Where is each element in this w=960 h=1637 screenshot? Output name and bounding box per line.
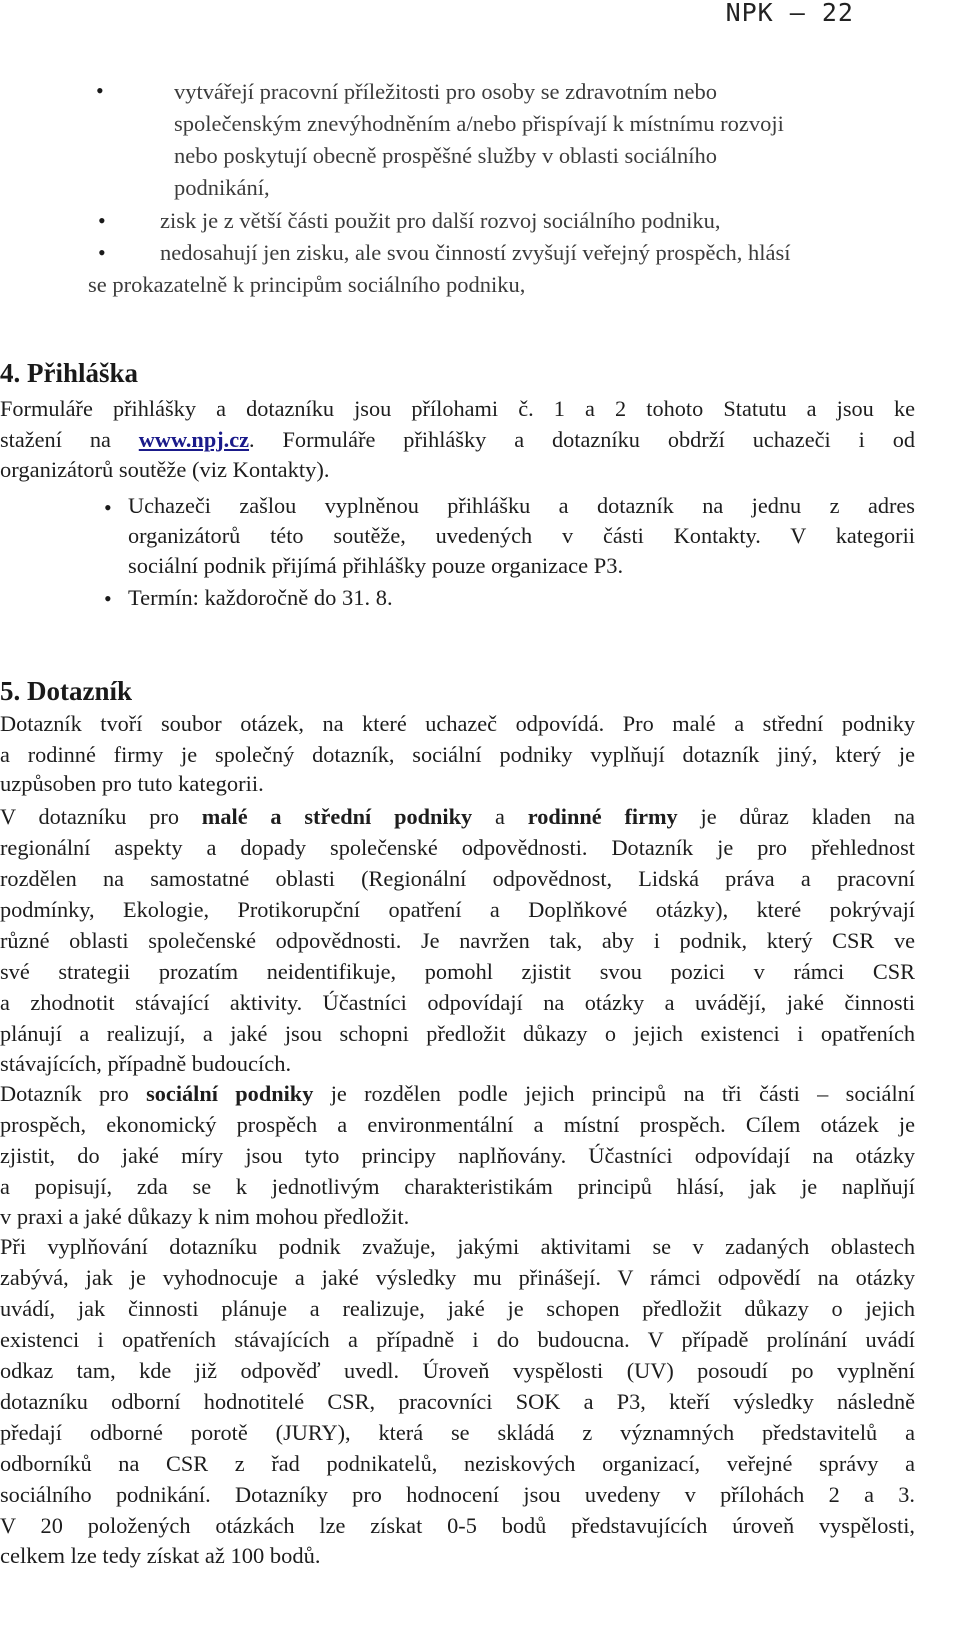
paragraph-line: uvádí, jak činnosti plánuje a realizuje, jaké je schopen předložit důkazy o jejich bbox=[0, 1296, 915, 1321]
paragraph-line: zjistit, do jaké míry jsou tyto principy naplňovány. Účastníci odpovídají na otázky bbox=[0, 1143, 915, 1168]
bullet-icon: • bbox=[98, 208, 106, 233]
paragraph-line: podmínky, Ekologie, Protikorupční opatření a Doplňkové otázky), které pokrývají bbox=[0, 897, 915, 922]
bullet-text: Uchazeči zašlou vyplněnou přihlášku a dotazník na jednu z adres bbox=[128, 493, 915, 518]
bullet-text: organizátorů této soutěže, uvedených v části Kontakty. V kategorii bbox=[128, 523, 915, 548]
text: Dotazník pro bbox=[0, 1081, 147, 1106]
paragraph-line: existenci i opatřeních stávajících a případně i do budoucna. V případě prolínání uvádí bbox=[0, 1327, 915, 1352]
paragraph-line: V 20 položených otázkách lze získat 0-5 bodů představujících úroveň vyspělosti, bbox=[0, 1513, 915, 1538]
section-heading-prihlaska: 4. Přihláška bbox=[0, 358, 139, 388]
text: stažení na bbox=[0, 427, 139, 452]
paragraph-line bbox=[0, 425, 915, 455]
paragraph-line: dotazníku odborní hodnotitelé CSR, pracovníci SOK a P3, kteří výsledky následně bbox=[0, 1389, 915, 1414]
paragraph-line: odkaz tam, kde již odpověď uvedl. Úroveň vyspělosti (UV) posoudí po vyplnění bbox=[0, 1358, 915, 1383]
paragraph-line: Dotazník tvoří soubor otázek, na které uchazeč odpovídá. Pro malé a střední podniky bbox=[0, 711, 915, 736]
bold-text: malé a střední podniky bbox=[201, 804, 473, 829]
paragraph-line: plánují a realizují, a jaké jsou schopni předložit důkazy o jejich existenci i opatřeních bbox=[0, 1021, 915, 1046]
paragraph-line: celkem lze tedy získat až 100 bodů. bbox=[0, 1543, 321, 1568]
paragraph-line: předají odborné porotě (JURY), která se skládá z významných představitelů a bbox=[0, 1420, 915, 1445]
paragraph-line: různé oblasti společenské odpovědnosti. Je navržen tak, aby i podnik, který CSR ve bbox=[0, 928, 915, 953]
npj-link[interactable]: www.npj.cz bbox=[138, 427, 250, 452]
paragraph-line: Při vyplňování dotazníku podnik zvažuje, jakými aktivitami se v zadaných oblastech bbox=[0, 1234, 915, 1259]
paragraph-line: uzpůsoben pro tuto kategorii. bbox=[0, 771, 264, 796]
paragraph-line: v praxi a jaké důkazy k nim mohou předložit. bbox=[0, 1204, 410, 1229]
bullet-icon: • bbox=[104, 586, 112, 611]
bold-text: sociální podniky bbox=[146, 1081, 314, 1106]
text: je rozdělen podle jejich principů na tři části – sociální bbox=[313, 1081, 915, 1106]
text: V dotazníku pro bbox=[0, 804, 202, 829]
bold-text: rodinné firmy bbox=[527, 804, 678, 829]
paragraph-line: a rodinné firmy je společný dotazník, sociální podniky vyplňují dotazník jiný, který je bbox=[0, 742, 915, 767]
paragraph-line: organizátorů soutěže (viz Kontakty). bbox=[0, 457, 330, 482]
bullet-icon: • bbox=[104, 495, 112, 520]
bullet-text: Termín: každoročně do 31. 8. bbox=[128, 585, 393, 610]
bullet-text: nedosahují jen zisku, ale svou činností zvyšují veřejný prospěch, hlásí bbox=[160, 240, 791, 265]
bullet-text: se prokazatelně k principům sociálního podniku, bbox=[88, 272, 526, 297]
paragraph-line: zabývá, jak je vyhodnocuje a jaké výsledky mu přinášejí. V rámci odpovědí na otázky bbox=[0, 1265, 915, 1290]
bullet-icon: • bbox=[98, 240, 106, 265]
paragraph-line: stávajících, případně budoucích. bbox=[0, 1051, 292, 1076]
paragraph-line: odborníků na CSR z řad podnikatelů, neziskových organizací, veřejné správy a bbox=[0, 1451, 915, 1476]
paragraph-line: a popisují, zda se k jednotlivým charakteristikám principů hlásí, jak je naplňují bbox=[0, 1174, 915, 1199]
paragraph-line bbox=[0, 802, 915, 832]
page-header-code: NPK – 22 bbox=[725, 0, 854, 27]
paragraph-line: své strategii prozatím neidentifikuje, pomohl zjistit svou pozici v rámci CSR bbox=[0, 959, 915, 984]
bullet-text: vytvářejí pracovní příležitosti pro osoby se zdravotním nebo bbox=[174, 79, 717, 104]
paragraph-line: regionální aspekty a dopady společenské odpovědnosti. Dotazník je pro přehlednost bbox=[0, 835, 915, 860]
bullet-text: podnikání, bbox=[174, 175, 270, 200]
paragraph-line: prospěch, ekonomický prospěch a environmentální a místní prospěch. Cílem otázek je bbox=[0, 1112, 915, 1137]
bullet-text: sociální podnik přijímá přihlášky pouze organizace P3. bbox=[128, 553, 624, 578]
bullet-text: zisk je z větší části použit pro další rozvoj sociálního podniku, bbox=[160, 208, 721, 233]
bullet-icon: • bbox=[96, 78, 104, 103]
bullet-text: společenským znevýhodněním a/nebo přispívají k místnímu rozvoji bbox=[174, 111, 784, 136]
text: a bbox=[472, 804, 528, 829]
paragraph-line bbox=[0, 1079, 915, 1109]
section-heading-dotaznik: 5. Dotazník bbox=[0, 676, 133, 706]
bullet-text: nebo poskytují obecně prospěšné služby v oblasti sociálního bbox=[174, 143, 718, 168]
text: . Formuláře přihlášky a dotazníku obdrží uchazeči i od bbox=[249, 427, 915, 452]
paragraph-line: a zhodnotit stávající aktivity. Účastníci odpovídají na otázky a uvádějí, jaké činnosti bbox=[0, 990, 915, 1015]
paragraph-line: rozdělen na samostatné oblasti (Regionální odpovědnost, Lidská práva a pracovní bbox=[0, 866, 915, 891]
paragraph-line: Formuláře přihlášky a dotazníku jsou přílohami č. 1 a 2 tohoto Statutu a jsou ke bbox=[0, 396, 915, 421]
paragraph-line: sociálního podnikání. Dotazníky pro hodnocení jsou uvedeny v přílohách 2 a 3. bbox=[0, 1482, 915, 1507]
text: je důraz kladen na bbox=[677, 804, 916, 829]
